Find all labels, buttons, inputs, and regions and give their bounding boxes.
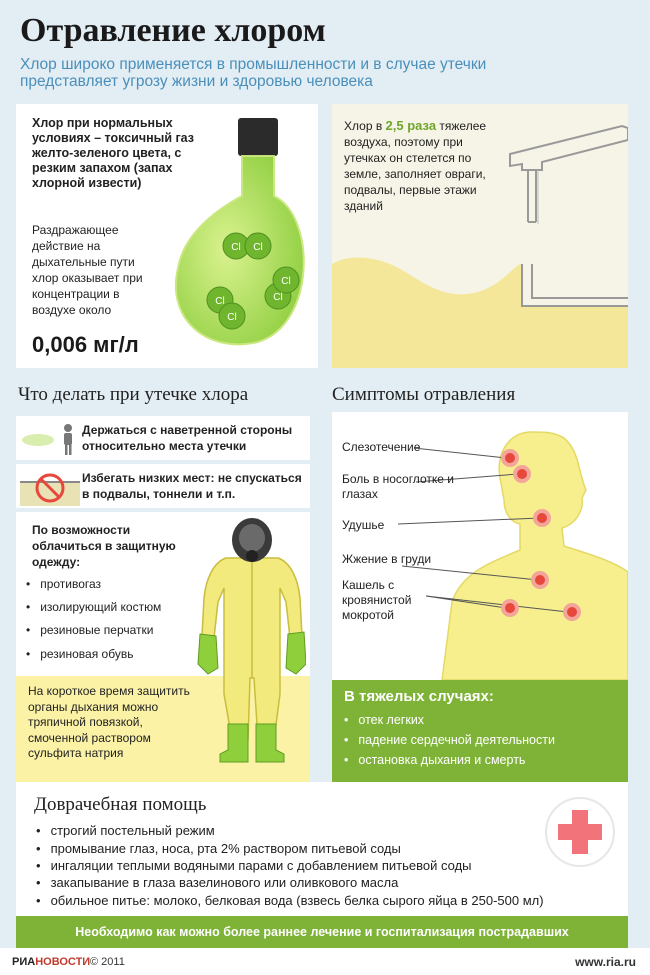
symptoms-heading: Симптомы отравления — [332, 384, 516, 405]
hospitalization-banner: Необходимо как можно более раннее лечение и госпитализация пострадавших — [16, 916, 628, 948]
ppe-intro: По возможности облачиться в защитную одежду: — [32, 523, 176, 569]
page-title: Отравление хлором — [20, 12, 326, 49]
severe-heading: В тяжелых случаях: — [344, 688, 494, 705]
first-aid-list — [36, 822, 544, 909]
todo-avoid-low-text: Избегать низких мест: не спускаться в подвалы, тоннели и т.п. — [82, 471, 302, 501]
svg-text:Cl: Cl — [227, 312, 237, 323]
copyright: © 2011 — [90, 956, 125, 968]
first-aid-item: • обильное питье: молоко, белковая вода (взвесь белка сырого яйца в 250-500 мл) — [36, 892, 544, 909]
svg-text:Cl: Cl — [253, 242, 263, 253]
svg-text:Cl: Cl — [231, 242, 241, 253]
person-wind-icon — [22, 422, 82, 456]
severe-item: • остановка дыхания и смерть — [344, 750, 555, 770]
concentration-value: 0,006 мг/л — [32, 332, 139, 357]
todo-item-avoid-low — [16, 464, 310, 508]
svg-text:Cl: Cl — [215, 296, 225, 307]
no-basement-icon — [20, 468, 80, 506]
first-aid-item: • строгий постельный режим — [36, 822, 544, 839]
first-aid-item: • закапывание в глаза вазелинового или оливкового масла — [36, 874, 544, 891]
first-aid-panel — [16, 782, 628, 916]
ppe-item: • резиновая обувь — [26, 642, 161, 665]
heavier-ratio: 2,5 раза — [385, 118, 437, 133]
symptom-label: Жжение в груди — [342, 552, 432, 566]
medical-cross-icon — [544, 796, 616, 868]
svg-text:Cl: Cl — [273, 292, 283, 303]
todo-item-windward — [16, 416, 310, 460]
page-subtitle: Хлор широко применяется в промышленности и в случае утечки представляет угрозу жизни и здоровью человека — [20, 56, 487, 90]
svg-text:Cl: Cl — [281, 276, 291, 287]
severe-cases-panel — [332, 680, 628, 782]
todo-heading: Что делать при утечке хлора — [18, 384, 249, 405]
flask-illustration — [166, 118, 316, 364]
ppe-item: • изолирующий костюм — [26, 595, 161, 618]
first-aid-heading: Доврачебная помощь — [34, 794, 207, 815]
ria-logo[interactable]: РИАНОВОСТИ — [12, 956, 91, 968]
severe-item: • отек легких — [344, 710, 555, 730]
heavier-than-air-panel — [332, 104, 628, 368]
symptom-label: Кашель с кровянистой мокротой — [342, 578, 412, 622]
ppe-list — [26, 572, 161, 665]
severe-item: • падение сердечной деятельности — [344, 730, 555, 750]
first-aid-item: • промывание глаз, носа, рта 2% раствором питьевой соды — [36, 839, 544, 856]
todo-windward-text: Держаться с наветренной стороны относительно места утечки — [82, 423, 293, 453]
footer — [0, 948, 650, 975]
hazmat-suit-illustration — [196, 518, 306, 772]
ppe-item: • резиновые перчатки — [26, 619, 161, 642]
symptoms-panel — [332, 412, 628, 680]
respiratory-text: На короткое время защитить органы дыхания можно тряпичной повязкой, смоченной раствором сульфита натрия — [28, 684, 190, 760]
first-aid-item: • ингаляции теплыми водяными парами с добавлением питьевой соды — [36, 857, 544, 874]
irritation-text: Раздражающее действие на дыхательные пути хлор оказывает при концентрации в воздухе около — [32, 223, 143, 317]
heavier-than-air-text: Хлор в 2,5 раза тяжелее воздуха, поэтому при утечках он стелется по земле, заполняет овраги, подвалы, первые этажи зданий — [344, 118, 487, 213]
chlorine-properties-panel — [16, 104, 318, 368]
symptom-label: Слезотечение — [342, 440, 421, 454]
chlorine-description: Хлор при нормальных условиях – токсичный газ желто-зеленого цвета, с резким запахом (запах хлорной извести) — [32, 116, 194, 190]
site-link[interactable]: www.ria.ru — [575, 955, 636, 969]
symptom-label: Боль в носоглотке и глазах — [342, 472, 454, 501]
ppe-item: • противогаз — [26, 572, 161, 595]
symptom-label: Удушье — [342, 518, 385, 532]
severe-list — [344, 710, 555, 770]
